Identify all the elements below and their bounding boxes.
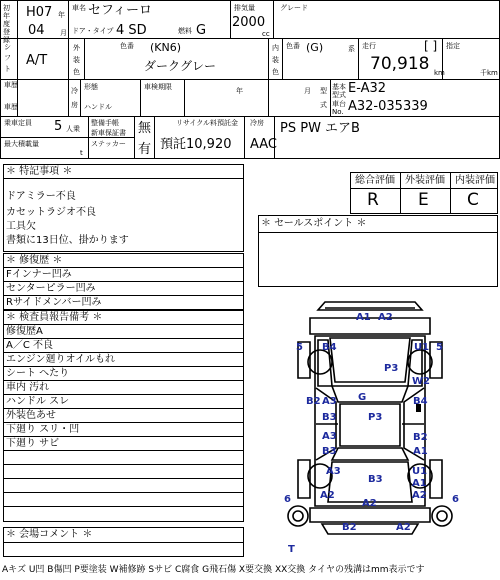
interior-grade-label: 内装評価 [455, 175, 495, 186]
report-line: 車内 汚れ [4, 381, 244, 395]
repair-history-title: ＊ 修復歴 ＊ [4, 254, 244, 268]
mark-rear-a2: A2 [396, 522, 411, 533]
report-line-empty [4, 479, 244, 493]
inspector-report-title: ＊ 検査員報告備考 ＊ [4, 311, 244, 325]
report-line-empty [4, 465, 244, 479]
special-note-line: ドアミラー不良 [6, 191, 76, 202]
overall-grade: R [367, 190, 379, 210]
overall-grade-label: 総合評価 [355, 175, 395, 186]
report-line: シート へたり [4, 367, 244, 381]
mark-t: T [288, 544, 295, 555]
recycle-fee: 預託10,920 [160, 137, 232, 152]
report-line: 下廻り スリ・凹 [4, 423, 244, 437]
legend: Aキズ U凹 B傷凹 P要塗装 W補修跡 Sサビ C腐食 G飛石傷 X要交換 XX交換 タイヤの残溝はmm表示です [2, 565, 425, 575]
chassis: A32-035339 [348, 99, 428, 114]
report-line: 外装色あせ [4, 409, 244, 423]
report-line-empty [4, 451, 244, 465]
special-note-line: 工具欠 [6, 221, 36, 232]
first-reg-label: 初年度登録 [3, 4, 10, 44]
mark-rr-a1: A1 [412, 478, 427, 489]
mark-hood-p3: P3 [384, 363, 399, 374]
equipment: PS PW エアB [280, 121, 360, 136]
mark-ls-b3a: B3 [322, 412, 337, 423]
sticker-value: 有 [138, 142, 152, 157]
mark-rl-a3: A3 [326, 466, 341, 477]
mark-trunk-a2: A2 [362, 498, 377, 509]
mileage: 70,918 [370, 54, 430, 74]
mark-roof-p3: P3 [368, 412, 383, 423]
report-line-empty [4, 493, 244, 507]
mark-rear-b2: B2 [342, 522, 357, 533]
report-line: 修復歴A [4, 325, 244, 339]
exterior-grade-label: 外装評価 [405, 175, 445, 186]
mark-rl-a2: A2 [320, 490, 335, 501]
mark-front-a2: A2 [378, 312, 393, 323]
shift: A/T [26, 53, 48, 68]
mark-trunk-b3: B3 [368, 474, 383, 485]
mark-front-a1: A1 [356, 312, 371, 323]
ac-value: AAC [250, 137, 277, 152]
mark-rr-num: 6 [452, 494, 459, 505]
mark-fl-num: 5 [296, 342, 303, 353]
exterior-grade: E [418, 190, 429, 210]
displacement: 2000 [232, 15, 266, 30]
report-line: エンジン廻りオイルもれ [4, 353, 244, 367]
model: E-A32 [348, 81, 387, 96]
reg-month: 04 [28, 23, 45, 38]
mileage-bracket: [ ] [424, 39, 438, 53]
mark-rs-a1: A1 [413, 446, 428, 457]
interior-grade: C [467, 190, 479, 210]
mark-w2: W2 [412, 376, 430, 387]
mark-ls-a3b: A3 [322, 431, 337, 442]
mark-ls-b3b: B3 [322, 446, 337, 457]
color-name: ダークグレー [144, 59, 217, 73]
mark-rs-b4: B4 [413, 396, 428, 407]
report-line: A／C 不良 [4, 339, 244, 353]
car-name: セフィーロ [88, 3, 152, 18]
mark-ls-b2: B2 [306, 396, 321, 407]
color-code: (KN6) [150, 41, 182, 54]
special-note-line: カセットラジオ不良 [6, 207, 96, 218]
special-notes-title: ＊ 特記事項 ＊ [6, 166, 73, 177]
mark-rl-num: 6 [284, 494, 291, 505]
mark-fl-b4: B4 [322, 342, 337, 353]
mark-fr-u1: U1 [414, 342, 430, 353]
venue-comment-title: ＊ 会場コメント ＊ [6, 529, 93, 540]
capacity: 5 [54, 119, 63, 134]
repair-line: Fインナー凹み [4, 268, 244, 282]
manual-value: 無 [138, 121, 152, 136]
mark-ls-a3a: A3 [322, 396, 337, 407]
reg-year: H07 [26, 5, 53, 20]
repair-line: Rサイドメンバー凹み [6, 297, 102, 308]
mark-roof-g: G [358, 392, 367, 403]
special-note-line: 書類に13日位、掛かります [6, 235, 129, 246]
repair-line: センターピラー凹み [4, 282, 244, 296]
int-color-code: (G) [306, 41, 324, 54]
car-damage-diagram [270, 290, 470, 558]
report-line: 下廻り サビ [4, 437, 244, 451]
mark-rr-u1: U1 [412, 466, 428, 477]
fuel: G [196, 23, 207, 38]
mark-rr-a2: A2 [412, 490, 427, 501]
sales-point-title: ＊ セールスポイント ＊ [261, 218, 367, 229]
mark-fr-num: 5 [436, 342, 443, 353]
report-line: ハンドル スレ [4, 395, 244, 409]
mark-rs-b2: B2 [413, 432, 428, 443]
door-type: 4 SD [116, 23, 147, 38]
